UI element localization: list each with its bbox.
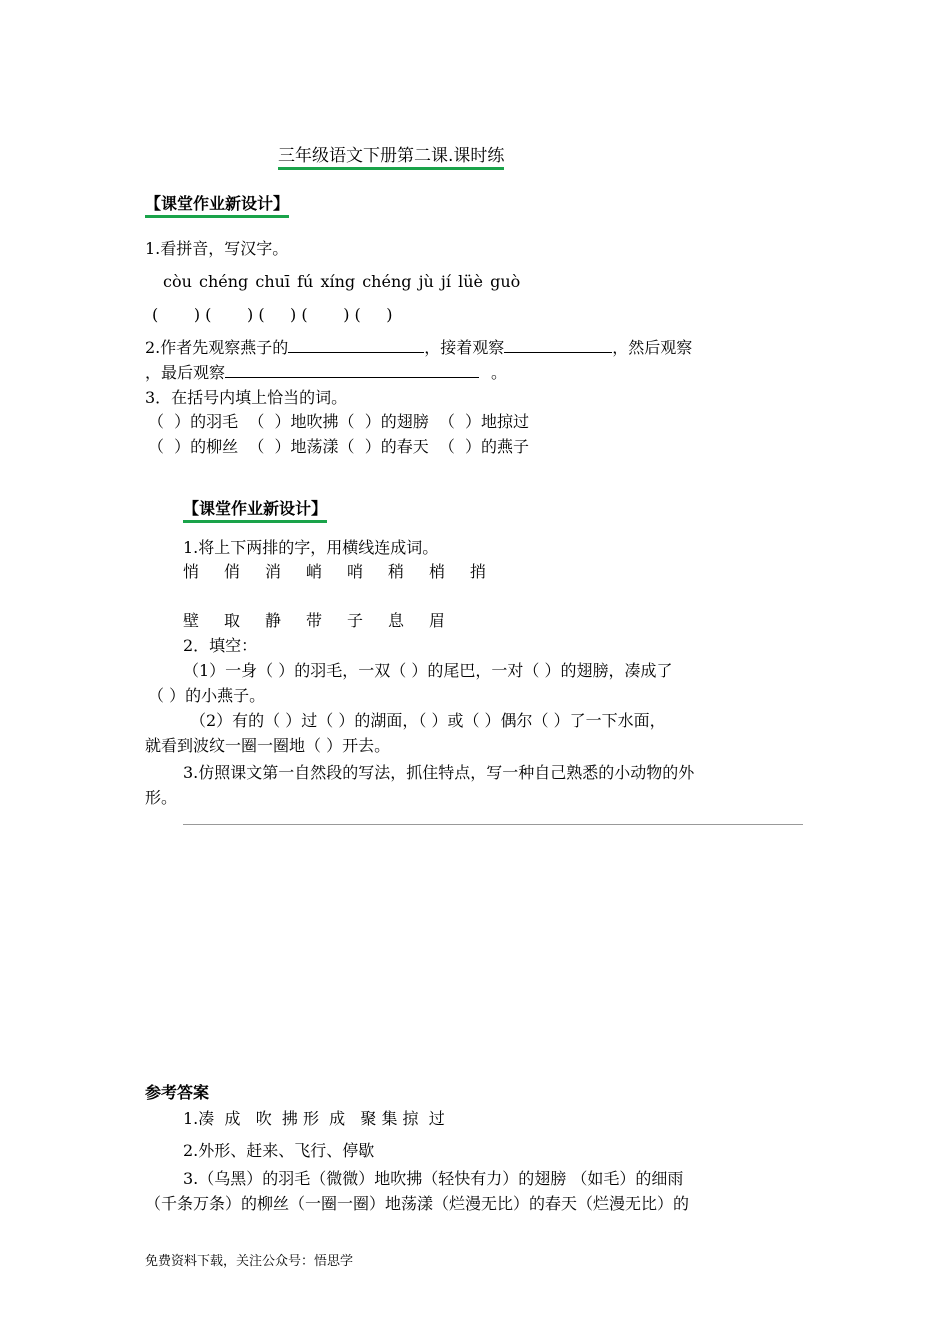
s1-q3-row2: （ ）的柳丝 （ ）地荡漾（ ）的春天 （ ）的燕子	[148, 437, 530, 456]
char: 悄	[183, 562, 200, 581]
s1-q3-row1: （ ）的羽毛 （ ）地吹拂（ ）的翅膀 （ ）地掠过	[148, 412, 530, 431]
char: 子	[347, 611, 364, 630]
char: 静	[265, 611, 282, 630]
char: 梢	[429, 562, 446, 581]
s1-pinyin: còu chéng chuī fú xíng chéng jù jí lüè guò	[163, 272, 521, 291]
answers-heading: 参考答案	[145, 1083, 210, 1102]
blank-3	[225, 363, 479, 378]
s2-q2-2b: 就看到波纹一圈一圈地（ ）开去。	[145, 736, 391, 755]
s2-row-bottom	[183, 608, 470, 631]
s1-q2-line2	[145, 360, 507, 383]
char: 俏	[224, 562, 241, 581]
section2-heading: 【课堂作业新设计】	[183, 496, 327, 523]
s1-q2-c: ，然后观察	[612, 338, 693, 357]
page-title: 三年级语文下册第二课.课时练	[278, 141, 504, 170]
answer-line	[183, 824, 803, 825]
blank-1	[288, 338, 424, 353]
s1-q2-d: ，最后观察	[145, 363, 226, 382]
answer-3a: 3.（乌黑）的羽毛（微微）地吹拂（轻快有力）的翅膀 （如毛）的细雨	[183, 1169, 684, 1188]
char: 眉	[429, 611, 446, 630]
char: 壁	[183, 611, 200, 630]
s1-q3: 3．在括号内填上恰当的词。	[145, 388, 348, 407]
char: 峭	[306, 562, 323, 581]
char: 消	[265, 562, 282, 581]
s2-q3a: 3.仿照课文第一自然段的写法，抓住特点，写一种自己熟悉的小动物的外	[183, 763, 695, 782]
char: 取	[224, 611, 241, 630]
answer-1: 1.凑 成 吹 拂 形 成 聚 集 掠 过	[183, 1109, 445, 1128]
s2-q2-1b: （ ）的小燕子。	[148, 686, 266, 705]
answer-3b: （千条万条）的柳丝（一圈一圈）地荡漾（烂漫无比）的春天（烂漫无比）的	[145, 1194, 690, 1213]
s1-q2-b: ，接着观察	[424, 338, 505, 357]
char: 哨	[347, 562, 364, 581]
footer-note: 免费资料下载，关注公众号：悟思学	[145, 1254, 354, 1269]
answer-2: 2.外形、赶来、飞行、停歇	[183, 1141, 375, 1160]
s2-q2: 2．填空：	[183, 636, 258, 655]
s2-row-top	[183, 559, 511, 582]
s1-q2-a: 2.作者先观察燕子的	[145, 338, 289, 357]
s1-q2-e: 。	[491, 363, 508, 382]
char: 稍	[388, 562, 405, 581]
s2-q2-2a: （2）有的（ ）过（ ）的湖面，（ ）或（ ）偶尔（ ）了一下水面，	[190, 711, 666, 730]
s1-q1: 1.看拼音，写汉字。	[145, 239, 289, 258]
s2-q2-1a: （1）一身（ ）的羽毛，一双（ ）的尾巴，一对（ ）的翅膀，凑成了	[183, 661, 673, 680]
char: 捎	[470, 562, 487, 581]
s1-brackets: ( ) ( ) ( ) ( ) ( )	[152, 305, 393, 324]
s2-q3b: 形。	[145, 788, 178, 807]
s1-q2-line1	[145, 335, 692, 358]
blank-2	[504, 338, 612, 353]
section1-heading: 【课堂作业新设计】	[145, 191, 289, 218]
char: 息	[388, 611, 405, 630]
char: 带	[306, 611, 323, 630]
s2-q1: 1.将上下两排的字，用横线连成词。	[183, 538, 439, 557]
